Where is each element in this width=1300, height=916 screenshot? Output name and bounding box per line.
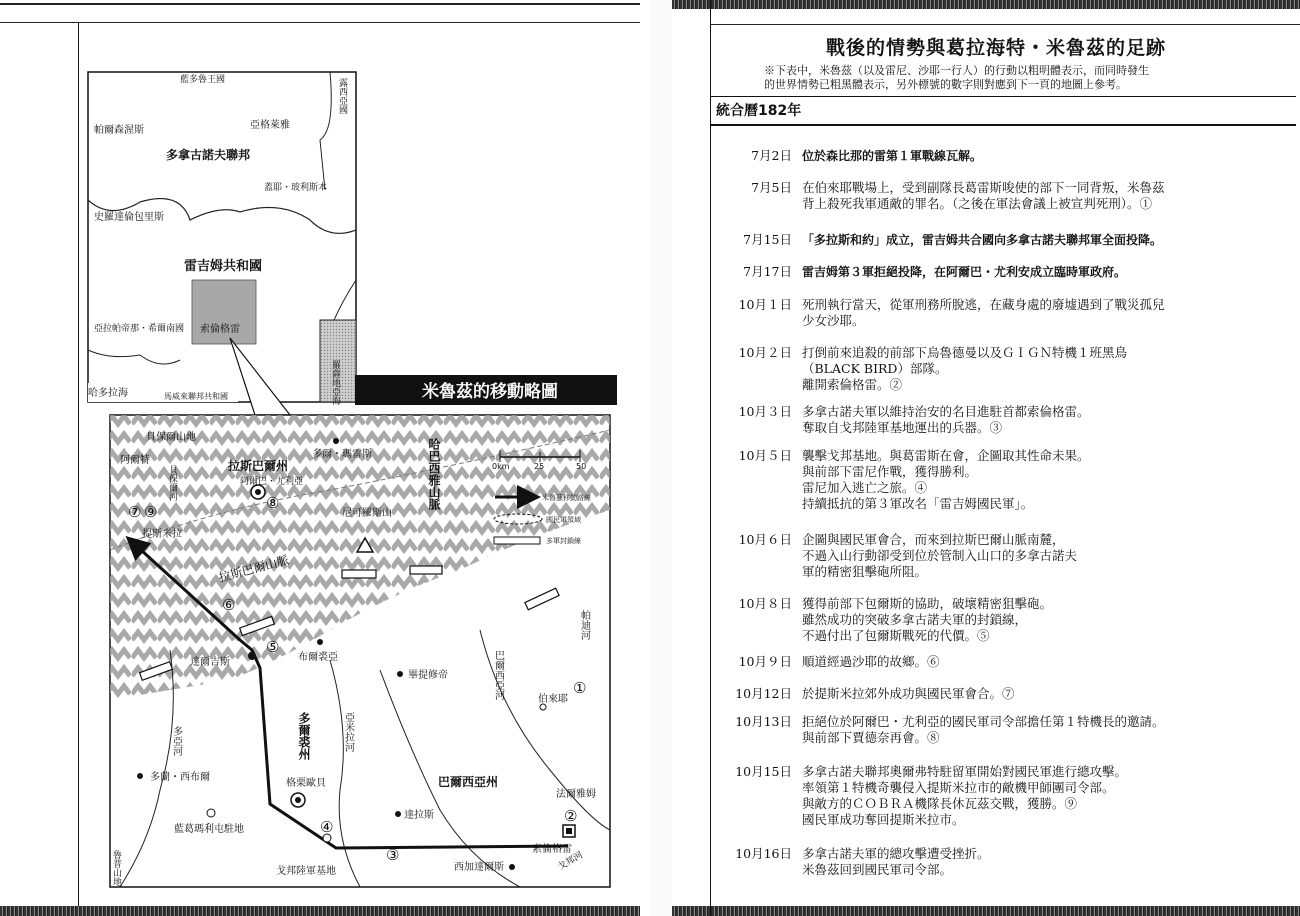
entry-line: 雷尼加入逃亡之旅。④ bbox=[802, 480, 928, 495]
top-band bbox=[672, 0, 1300, 9]
entry-date: 10月13日 bbox=[735, 714, 792, 729]
entry-body bbox=[802, 596, 1282, 644]
entry-line: 與前部下賈德奈再會。⑧ bbox=[802, 730, 940, 745]
entry-line: 打倒前來追殺的前部下烏魯德曼以及ＧＩＧＮ特機１班黑鳥 bbox=[802, 345, 1128, 360]
place-label: 多爾裘州 bbox=[297, 712, 311, 760]
entry-date: 7月17日 bbox=[743, 264, 792, 279]
inset-label: 蓋耶・玻利斯本 bbox=[264, 183, 328, 193]
place-label: 多亞河 bbox=[170, 726, 182, 756]
place-label: 畢提修帝 bbox=[408, 670, 448, 681]
place-label: 西加達爾斯 bbox=[454, 862, 504, 873]
entry-date: 10月５日 bbox=[738, 448, 792, 463]
entry-line: 少女沙耶。 bbox=[802, 313, 865, 328]
entry-line: 奪取自戈邦陸軍基地運出的兵器。③ bbox=[802, 420, 1003, 435]
top-rule-2 bbox=[0, 22, 640, 23]
entry-body bbox=[802, 846, 1282, 878]
legend-scale-25: 25 bbox=[534, 462, 545, 471]
legend-blockade: 多軍封鎖線 bbox=[546, 537, 581, 545]
entry-line: 死刑執行當天，從軍刑務所脫逃，在藏身處的廢墟遇到了戰災孤兒 bbox=[802, 297, 1165, 312]
legend-scale-0: 0km bbox=[492, 462, 510, 471]
bottom-band bbox=[672, 906, 1300, 916]
entry-line: 不過入山行動卻受到位於管制入山口的多拿古諾夫 bbox=[802, 548, 1078, 563]
place-label: 伯來耶 bbox=[538, 694, 568, 705]
entry-body bbox=[802, 686, 1282, 702]
entry-date: 10月３日 bbox=[738, 404, 792, 419]
marker-7: ⑦ bbox=[128, 503, 142, 521]
top-rule bbox=[0, 3, 640, 5]
entry-line: 與前部下雷尼作戰，獲得勝利。 bbox=[802, 464, 978, 479]
page-title: 戰後的情勢與葛拉海特・米魯茲的足跡 bbox=[825, 37, 1166, 59]
left-margin-line bbox=[710, 0, 711, 916]
place-label: 布爾裘亞 bbox=[298, 652, 338, 663]
entry-body bbox=[802, 148, 1282, 164]
entry-line: 拒絕位於阿爾巴・尤利亞的國民軍司令部擔任第１特機長的邀請。 bbox=[802, 714, 1165, 729]
entry-line: 企圖與國民軍會合，而來到拉斯巴爾山脈南麓， bbox=[802, 532, 1065, 547]
inset-label: 亞拉帕帝那・希爾南國 bbox=[94, 324, 185, 334]
entry-line: 國民軍成功奪回提斯米拉市。 bbox=[802, 812, 965, 827]
entry-line: 軍的精密狙擊砲所阻。 bbox=[802, 564, 928, 579]
entry-date: 7月2日 bbox=[751, 148, 792, 163]
year-rule bbox=[710, 96, 1296, 97]
margin-line bbox=[78, 22, 79, 916]
marker-2: ② bbox=[564, 807, 578, 825]
place-label: 格栗歐貝 bbox=[286, 778, 326, 789]
legend-territory: 國民軍領域 bbox=[546, 516, 581, 524]
place-label: 阿爾特 bbox=[120, 455, 150, 466]
entry-date: 10月８日 bbox=[738, 596, 792, 611]
entry-line: 獲得前部下包爾斯的協助，破壞精密狙擊砲。 bbox=[802, 596, 1053, 611]
place-label: 阿爾巴・尤利亞 bbox=[240, 477, 304, 487]
inset-label: 帕爾森渥斯 bbox=[94, 125, 144, 136]
place-label: 貝保爾山地 bbox=[146, 432, 196, 443]
legend-scale-50: 50 bbox=[576, 462, 587, 471]
entry-date: 10月９日 bbox=[738, 654, 792, 669]
entry-body bbox=[802, 532, 1282, 580]
entry-line: 位於森比那的雷第１軍戰線瓦解。 bbox=[802, 149, 983, 163]
entry-body bbox=[802, 297, 1282, 329]
inset-label: 藍多魯王國 bbox=[180, 75, 226, 85]
marker-3: ③ bbox=[386, 846, 400, 864]
header-rule bbox=[710, 24, 1300, 25]
place-label: 巴爾西亞河 bbox=[492, 650, 504, 700]
page-gutter bbox=[650, 0, 672, 916]
inset-label: 哈多拉海 bbox=[88, 388, 128, 399]
place-label: 巴爾西亞州 bbox=[438, 775, 499, 789]
inset-label: 亞格萊雅 bbox=[250, 120, 290, 131]
entry-body bbox=[802, 180, 1282, 212]
place-label: 帕迪河 bbox=[578, 610, 590, 640]
note-line: ※下表中，米魯茲（以及雷尼、沙耶一行人）的行動以粗明體表示，而同時發生 bbox=[764, 64, 1149, 77]
entry-line: 在伯來耶戰場上，受到副隊長葛雷斯唆使的部下一同背叛，米魯茲 bbox=[802, 180, 1165, 195]
intro-note bbox=[764, 64, 1264, 92]
inset-map bbox=[88, 72, 356, 402]
entry-line: 於提斯米拉郊外成功與國民軍會合。⑦ bbox=[802, 686, 1015, 701]
entry-line: 襲擊戈邦基地。與葛雷斯在會，企圖取其性命未果。 bbox=[802, 448, 1090, 463]
inset-label: 多拿古諾夫聯邦 bbox=[166, 148, 251, 162]
place-label: 拉斯巴爾州 bbox=[228, 459, 289, 473]
entry-date: 7月15日 bbox=[743, 232, 792, 247]
entry-line: 多拿古諾夫軍的總攻擊遭受挫折。 bbox=[802, 846, 990, 861]
entry-line: 雖然成功的突破多拿古諾夫軍的封鎖線， bbox=[802, 612, 1028, 627]
entry-line: 雷吉姆第３軍拒絕投降，在阿爾巴・尤利安成立臨時軍政府。 bbox=[802, 265, 1127, 279]
entry-body bbox=[802, 448, 1282, 512]
entry-line: 背上殺死我軍通敵的罪名。（之後在軍法會議上被宣判死刑）。① bbox=[802, 196, 1153, 211]
entry-date: 10月１日 bbox=[738, 297, 792, 312]
entry-date: 10月16日 bbox=[735, 846, 792, 861]
legend-route: 米魯茲移動路線 bbox=[542, 494, 591, 502]
entry-date: 10月６日 bbox=[738, 532, 792, 547]
entry-body bbox=[802, 404, 1282, 436]
entry-line: 與敵方的ＣＯＢＲＡ機隊長休瓦茲交戰，獲勝。⑨ bbox=[802, 796, 1078, 811]
entry-body bbox=[802, 714, 1282, 746]
place-label: 多蘭・西布爾 bbox=[150, 772, 210, 783]
bottom-band bbox=[0, 906, 640, 916]
place-label: 提斯米拉 bbox=[142, 529, 182, 540]
entry-line: 多拿古諾夫軍以維持治安的名目進駐首都索倫格雷。 bbox=[802, 404, 1090, 419]
marker-5: ⑤ bbox=[266, 638, 280, 656]
place-label: 戈邦陸軍基地 bbox=[276, 866, 336, 877]
place-label: 貝保爾河 bbox=[167, 465, 177, 501]
place-label: 魯普山地 bbox=[111, 850, 121, 886]
place-label: 多爾・瑪雷斯 bbox=[312, 449, 372, 460]
entry-date: 10月15日 bbox=[735, 764, 792, 779]
entry-line: 不過付出了包爾斯戰死的代價。⑤ bbox=[802, 628, 990, 643]
place-label: 法爾雅姆 bbox=[556, 789, 596, 800]
entry-date: 7月5日 bbox=[751, 180, 792, 195]
marker-1: ① bbox=[573, 679, 587, 697]
map-banner-text: 米魯茲的移動略圖 bbox=[422, 382, 558, 402]
entry-line: 米魯茲回到國民軍司令部。 bbox=[802, 862, 953, 877]
marker-4: ④ bbox=[320, 818, 334, 836]
place-label: 戈邦河 bbox=[556, 850, 585, 873]
entry-line: 順道經過沙耶的故鄉。⑥ bbox=[802, 654, 940, 669]
entry-line: 率領第１特機奇襲侵入提斯米拉市的敵機甲師團司令部。 bbox=[802, 780, 1115, 795]
movement-map bbox=[80, 70, 620, 890]
inset-label: 露西亞國 bbox=[337, 78, 347, 114]
entry-line: 多拿古諾夫聯邦奧爾弗特駐留軍開始對國民軍進行總攻擊。 bbox=[802, 764, 1128, 779]
place-label: 尼可羅斯山 bbox=[342, 508, 392, 519]
marker-9: ⑨ bbox=[144, 503, 158, 521]
entry-line: 離開索倫格雷。② bbox=[802, 377, 903, 392]
inset-label: 索倫格雷 bbox=[200, 324, 240, 335]
entry-body bbox=[802, 345, 1282, 393]
entry-body bbox=[802, 232, 1282, 248]
place-label: 索倫格雷 bbox=[532, 844, 572, 855]
marker-6: ⑥ bbox=[222, 596, 236, 614]
inset-label: 馬威來聯邦共和國 bbox=[164, 392, 228, 401]
entry-line: 持續抵抗的第３軍改名「雷吉姆國民軍」。 bbox=[802, 496, 1034, 511]
marker-8: ⑧ bbox=[266, 494, 280, 512]
place-label: 藍葛瑪利屯駐地 bbox=[174, 824, 244, 835]
entry-date: 10月12日 bbox=[735, 686, 792, 701]
entry-line: 「多拉斯和約」成立，雷吉姆共合國向多拿古諾夫聯邦軍全面投降。 bbox=[802, 233, 1163, 247]
inset-label: 史羅達倫包里斯 bbox=[94, 212, 164, 223]
year-heading: 統合曆182年 bbox=[716, 103, 802, 119]
year-rule bbox=[710, 124, 1296, 126]
place-label: 達拉斯 bbox=[404, 810, 434, 821]
right-page bbox=[672, 0, 1300, 916]
entry-date: 10月２日 bbox=[738, 345, 792, 360]
entry-body bbox=[802, 264, 1282, 280]
place-label: 哈巴西雅山脈 bbox=[427, 438, 441, 510]
entry-body bbox=[802, 764, 1282, 828]
inset-label: 雷吉姆共和國 bbox=[184, 259, 263, 274]
place-label: 亞米拉河 bbox=[342, 712, 354, 752]
inset-label: 羅薩地亞海 bbox=[330, 360, 340, 405]
entry-line: （BLACK BIRD）部隊。 bbox=[802, 361, 948, 376]
place-label: 達爾吉斯 bbox=[190, 657, 230, 668]
entry-body bbox=[802, 654, 1282, 670]
note-line: 的世界情勢已粗黑體表示，另外標號的數字則對應到下一頁的地圖上參考。 bbox=[764, 78, 1127, 91]
place-label: 拉斯巴爾山脈 bbox=[217, 552, 291, 585]
